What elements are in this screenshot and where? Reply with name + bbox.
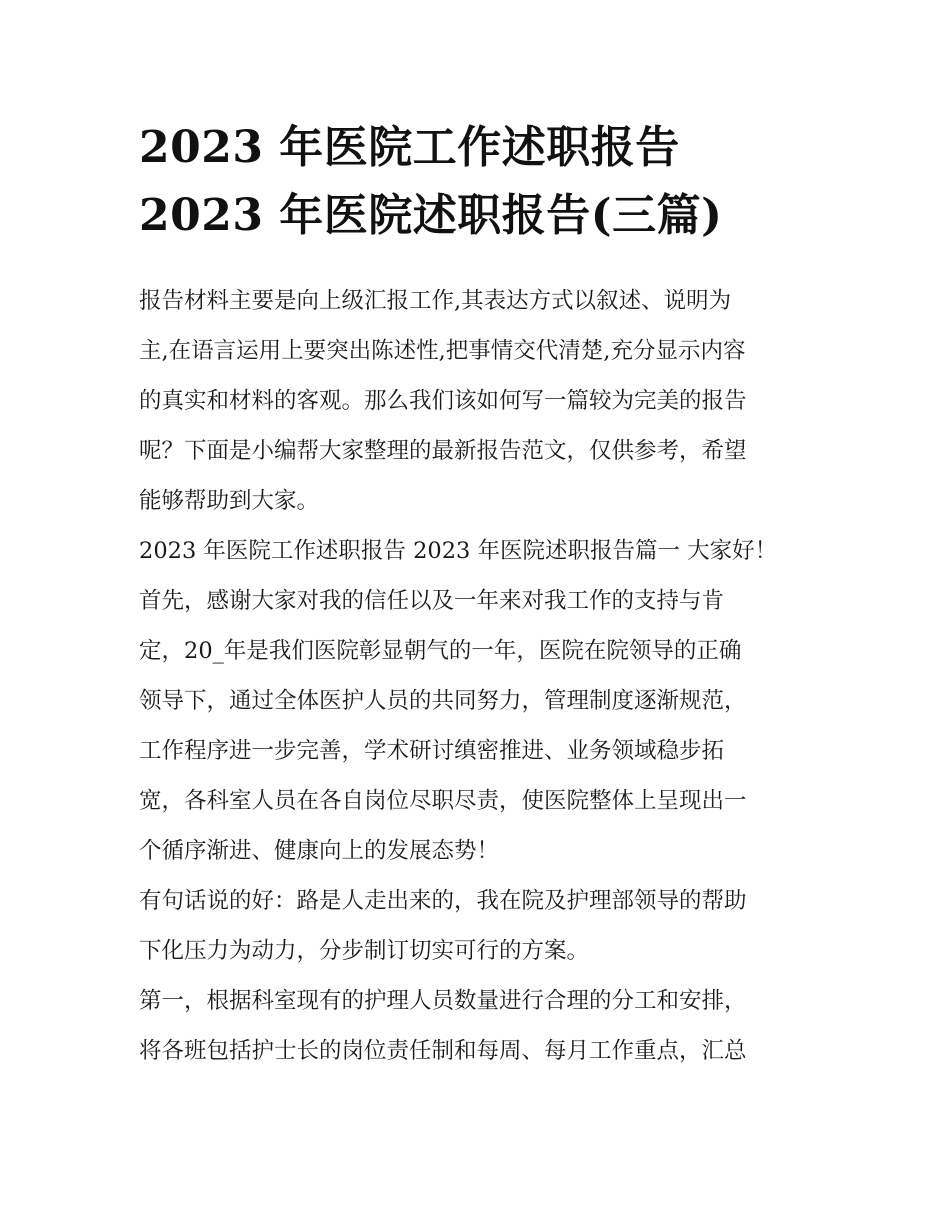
title-line-1: 2023 年医院工作述职报告 [139, 122, 680, 173]
title-line-2: 2023 年医院述职报告(三篇) [139, 190, 723, 241]
text-line: 第一，根据科室现有的护理人员数量进行合理的分工和安排， [139, 988, 747, 1014]
text-line: 工作程序进一步完善，学术研讨缜密推进、业务领域稳步拓 [139, 738, 725, 764]
text-line: 能够帮助到大家。 [139, 488, 320, 514]
text-line: 宽，各科室人员在各自岗位尽职尽责，使医院整体上呈现出一 [139, 788, 747, 814]
text-line: 呢？下面是小编帮大家整理的最新报告范文，仅供参考，希望 [139, 438, 747, 464]
text-line: 有句话说的好：路是人走出来的，我在院及护理部领导的帮助 [139, 888, 747, 914]
text-line: 的真实和材料的客观。那么我们该如何写一篇较为完美的报告 [139, 388, 747, 414]
paragraph-report-one [139, 526, 819, 876]
paragraph-first-point [139, 976, 819, 1076]
text-line: 主,在语言运用上要突出陈述性,把事情交代清楚,充分显示内容 [139, 338, 746, 364]
text-line: 将各班包括护士长的岗位责任制和每周、每月工作重点，汇总 [139, 1038, 747, 1064]
text-line: 定，20_年是我们医院彰显朝气的一年，医院在院领导的正确 [139, 638, 742, 664]
paragraph-intro [139, 276, 819, 526]
text-line: 领导下，通过全体医护人员的共同努力，管理制度逐渐规范， [139, 688, 747, 714]
text-line: 2023 年医院工作述职报告 2023 年医院述职报告篇一 大家好！ [139, 538, 778, 564]
paragraph-saying [139, 876, 819, 976]
document-title [139, 114, 819, 250]
text-line: 下化压力为动力，分步制订切实可行的方案。 [139, 938, 590, 964]
text-line: 首先，感谢大家对我的信任以及一年来对我工作的支持与肯 [139, 588, 725, 614]
text-line: 报告材料主要是向上级汇报工作,其表达方式以叙述、说明为 [139, 288, 732, 314]
text-line: 个循序渐进、健康向上的发展态势！ [139, 838, 500, 864]
document-body [139, 276, 819, 1076]
